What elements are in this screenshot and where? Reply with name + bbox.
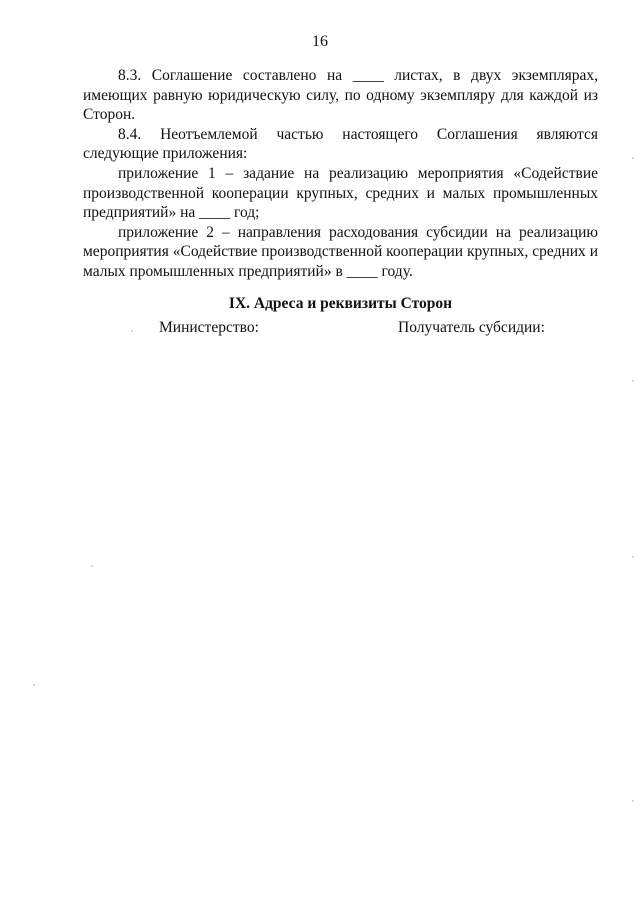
scan-speck xyxy=(131,330,133,332)
appendix-1-item: приложение 1 – задание на реализацию мероприятия «Содействие производственной кооперации крупных, средних и малых промышленных предприятий» на ____ год; xyxy=(83,164,598,222)
recipient-label: Получатель субсидии: xyxy=(398,319,545,336)
scan-speck xyxy=(632,800,634,802)
signatories-row xyxy=(0,318,640,338)
paragraph-8-3: 8.3. Соглашение составлено на ____ листах, в двух экземплярах, имеющих равную юридическую силу, по одному экземпляру для каждой из Сторон. xyxy=(83,67,598,124)
document-body xyxy=(83,66,598,314)
scan-speck xyxy=(91,565,93,567)
ministry-label: Министерство: xyxy=(159,319,259,336)
section-heading: IX. Адреса и реквизиты Сторон xyxy=(228,294,453,312)
scan-speck xyxy=(632,380,634,382)
paragraph-8-4: 8.4. Неотъемлемой частью настоящего Соглашения являются следующие приложения: xyxy=(83,125,598,163)
appendix-2-item: приложение 2 – направления расходования субсидии на реализацию мероприятия «Содействие производственной кооперации крупных, средних и малых промышленных предприятий» в ____ году. xyxy=(83,223,598,280)
page-number: 16 xyxy=(312,33,328,50)
scan-speck xyxy=(632,556,634,558)
scan-speck xyxy=(632,157,634,159)
scan-speck xyxy=(33,684,35,686)
